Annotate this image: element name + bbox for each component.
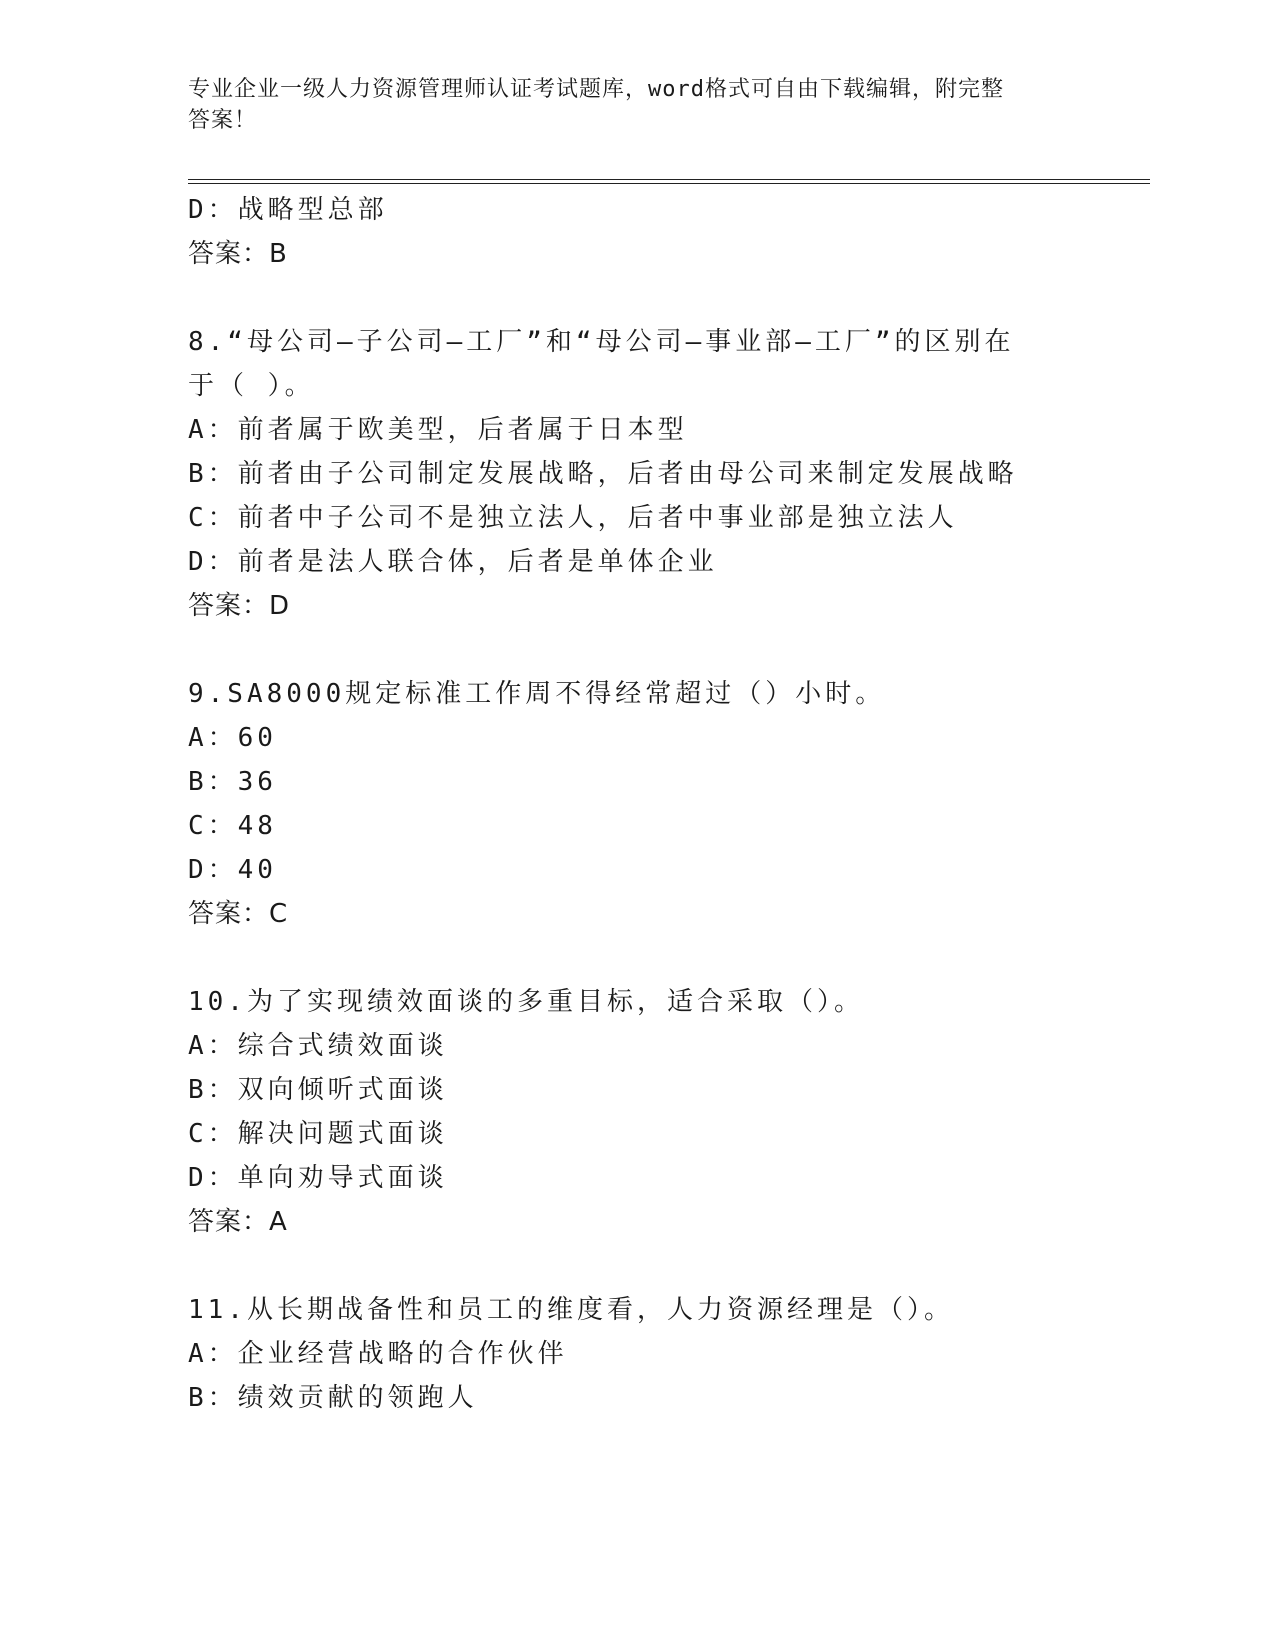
header-divider-top: [188, 179, 1150, 180]
q7-option-d: D：战略型总部: [188, 195, 388, 225]
q10-option-a: A：综合式绩效面谈: [188, 1031, 448, 1061]
q8-option-b: B：前者由子公司制定发展战略，后者由母公司来制定发展战略: [188, 459, 1018, 489]
q9-option-a: A：60: [188, 723, 277, 753]
q11-option-a: A：企业经营战略的合作伙伴: [188, 1339, 568, 1369]
q8-option-c: C：前者中子公司不是独立法人，后者中事业部是独立法人: [188, 503, 958, 533]
q8-answer: 答案：D: [188, 591, 291, 621]
q10-answer: 答案：A: [188, 1207, 288, 1237]
q10-option-d: D：单向劝导式面谈: [188, 1163, 448, 1193]
q9-question: 9.SA8000规定标准工作周不得经常超过（）小时。: [188, 679, 886, 709]
q8-option-a: A：前者属于欧美型，后者属于日本型: [188, 415, 688, 445]
header-line-1: 专业企业一级人力资源管理师认证考试题库，word格式可自由下载编辑，附完整: [188, 77, 1004, 102]
q8-question-line-2: 于（ ）。: [188, 371, 315, 401]
header-line-2: 答案！: [188, 108, 258, 133]
q10-option-c: C：解决问题式面谈: [188, 1119, 448, 1149]
q9-option-b: B：36: [188, 767, 277, 797]
q9-option-c: C：48: [188, 811, 277, 841]
document-header: [188, 74, 1068, 136]
q10-question: 10.为了实现绩效面谈的多重目标，适合采取（）。: [188, 987, 864, 1017]
q9-answer: 答案：C: [188, 899, 289, 929]
q9-option-d: D：40: [188, 855, 277, 885]
q11-question: 11.从长期战备性和员工的维度看，人力资源经理是（）。: [188, 1295, 954, 1325]
q8-question-line-1: 8.“母公司—子公司—工厂”和“母公司—事业部—工厂”的区别在: [188, 327, 1015, 357]
q10-option-b: B：双向倾听式面谈: [188, 1075, 448, 1105]
q7-answer: 答案：B: [188, 239, 288, 269]
header-divider-bottom: [188, 183, 1150, 184]
q8-option-d: D：前者是法人联合体，后者是单体企业: [188, 547, 718, 577]
q11-option-b: B：绩效贡献的领跑人: [188, 1383, 478, 1413]
